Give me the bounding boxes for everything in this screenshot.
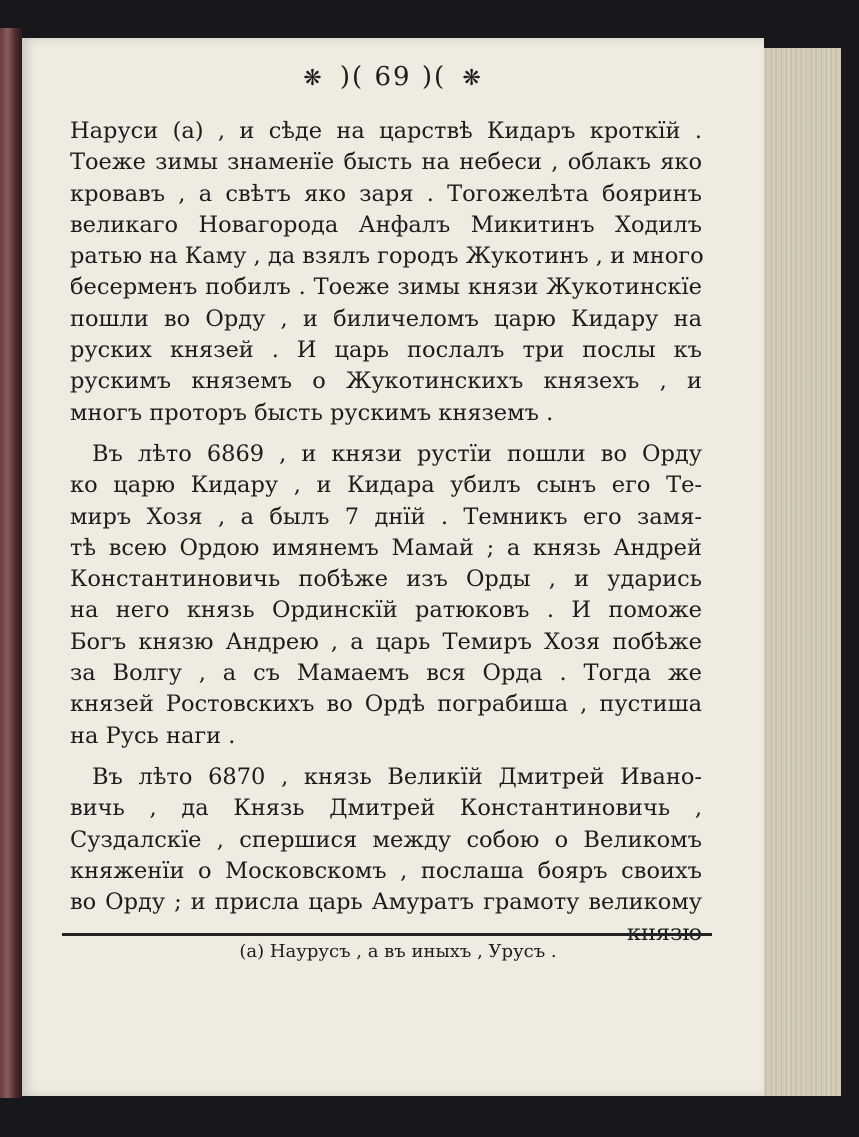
paragraph-2 (70, 439, 702, 752)
left-ornament-icon: ❋ (303, 66, 324, 91)
text-line: тѣ всею Ордою имянемъ Мамай ; а князь Андрей (70, 534, 702, 561)
text-line: многъ проторъ бысть рускимъ княземъ . (70, 399, 554, 426)
left-bracket: )( (339, 62, 365, 92)
text-line: ратью на Каму , да взялъ городъ Жукотинъ , и много (70, 243, 704, 270)
text-line: на Русь наги . (70, 722, 236, 749)
text-line: Суздалскїе , спершися между собою о Великомъ (70, 826, 702, 853)
paragraph-3 (70, 762, 702, 950)
text-line: кровавъ , а свѣтъ яко заря . Тогожелѣта бояринъ (70, 180, 702, 207)
catchword: князю (626, 920, 702, 947)
text-line: пошли во Орду , и биличеломъ царю Кидару на (70, 305, 702, 332)
text-line: во Орду ; и присла царь Амуратъ грамоту великому (70, 889, 702, 916)
text-line: руских князей . И царь послалъ три послы къ (70, 337, 702, 364)
page-header (22, 62, 764, 92)
footnote: (а) Наурусъ , а въ иныхъ , Урусъ . (239, 941, 557, 962)
footnote-rule (62, 933, 712, 936)
page-number: 69 (374, 62, 412, 92)
text-line: на него князь Ординскїй ратюковъ . И поможе (70, 597, 702, 624)
body-text (70, 116, 702, 950)
right-bracket: )( (421, 62, 447, 92)
paragraph-1 (70, 116, 702, 429)
text-line: Наруси (а) , и сѣде на царствѣ Кидаръ кроткїй . (70, 118, 702, 144)
text-line: князей Ростовскихъ во Ордѣ пограбиша , пустиша (70, 691, 702, 718)
text-line: Константиновичь побѣже изъ Орды , и ударись (70, 566, 702, 593)
text-line: бесерменъ побилъ . Тоеже зимы князи Жукотинскїе (70, 274, 702, 301)
book-binding (0, 28, 22, 1098)
text-line: за Волгу , а съ Мамаемъ вся Орда . Тогда же (70, 660, 702, 687)
text-line: Въ лѣто 6870 , князь Великїй Дмитрей Ивано- (92, 763, 702, 790)
text-line: Въ лѣто 6869 , и князи рустїи пошли во Орду (92, 440, 702, 467)
text-line: Богъ князю Андрею , а царь Темиръ Хозя побѣже (70, 628, 702, 655)
text-line: ко царю Кидару , и Кидара убилъ сынъ его Те- (70, 472, 702, 499)
text-line: княженїи о Московскомъ , послаша бояръ своихъ (70, 857, 702, 884)
text-line: вичь , да Князь Дмитрей Константиновичь , (70, 795, 702, 822)
text-line: рускимъ княземъ о Жукотинскихъ князехъ , и (70, 368, 702, 395)
book-page (22, 38, 764, 1096)
text-line: Тоеже зимы знаменїе бысть на небеси , облакъ яко (70, 149, 702, 176)
page-edges (762, 48, 841, 1096)
text-line: миръ Хозя , а былъ 7 днїй . Темникъ его замя- (70, 503, 702, 530)
text-line: великаго Новагорода Анфалъ Микитинъ Ходилъ (70, 211, 702, 238)
right-ornament-icon: ❋ (462, 66, 483, 91)
